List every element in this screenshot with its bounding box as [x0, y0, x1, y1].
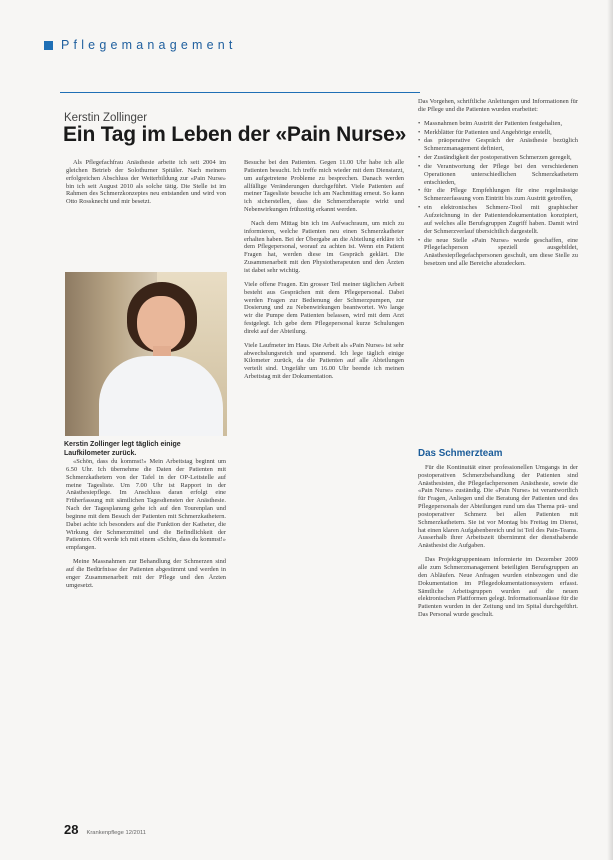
header-rule [60, 92, 420, 93]
column-2-body [244, 159, 404, 387]
column-3-list [418, 98, 578, 269]
column-3-body [418, 450, 578, 625]
paragraph: Viele Laufmeter im Haus. Die Arbeit als «Pain Nurse» ist sehr abwechslungsreich und spannend. Ich lege täglich einige Kilometer zurück, da die Patienten auf alle Abteilungen verteilt sind. Ungefähr um 16.00 Uhr beende ich meinen Arbeitstag mit der Dokumentation. [244, 341, 404, 381]
paragraph: Meine Massnahmen zur Behandlung der Schmerzen sind auf die Bedürfnisse der Patienten abgestimmt und werden in enger Zusammenarbeit mit der Pflege und den Ärzten umgesetzt. [66, 558, 226, 589]
photo-face [137, 296, 185, 352]
list-item: • ein elektronisches Schmerz-Tool mit graphischer Aufzeichnung in der Patientendokumentation konzipiert, auf welches alle Berufsgruppen Zugriff haben. Damit wird der Schmerzverlauf übersichtlich dargestellt. [418, 204, 578, 235]
column-1-intro [66, 159, 226, 212]
photo-coat [99, 356, 223, 436]
paragraph: Nach dem Mittag bin ich im Aufwachraum, um mich zu informieren, welche Patienten neu einen Schmerzkatheter erhalten haben. Bei der Übergabe an die Abteilung erkläre ich dem Pflegepersonal, worauf zu achten ist. Wenn ein Patient Fragen hat, werden diese im Gespräch geklärt. Die Zusammenarbeit mit den Physiotherapeuten und den Ärzten ist dabei sehr wichtig. [244, 219, 404, 274]
list-item: • für die Pflege Empfehlungen für eine regelmässige Schmerzerfassung vom Eintritt bis zum Austritt getroffen, [418, 187, 578, 203]
list-item: • das präoperative Gespräch der Anästhesie bezüglich Schmerzmanagement definiert, [418, 137, 578, 153]
column-1-body [66, 458, 226, 596]
list-item: • die neue Stelle «Pain Nurse» wurde geschaffen, eine Pflegefachperson speziell ausgebildet, Anästhesiepflegefachpersonen geschult, um diese Stelle zu besetzen und alle Bereiche abzudecken. [418, 237, 578, 268]
author-photo [65, 272, 227, 436]
list-item: • Merkblätter für Patienten und Angehörige erstellt, [418, 129, 578, 137]
section-subheading: Das Schmerzteam [418, 448, 503, 459]
list-item: • der Zuständigkeit der postoperativen Schmerzen geregelt, [418, 154, 578, 162]
page-footer [64, 822, 146, 837]
magazine-name: Krankenpflege 12/2011 [86, 830, 146, 836]
paragraph: Viele offene Fragen. Ein grosser Teil meiner täglichen Arbeit besteht aus Gesprächen mit dem Pflegepersonal. Dabei werden Fragen zur Bedienung der Schmerzpumpen, zur Dosierung und zu Nebenwirkungen beantwortet. Wo lange wir die Pumpe dem Patienten belassen, wird mit dem Arzt festgelegt. Ich gebe dem Pflegepersonal kurze Schulungen direkt auf der Abteilung. [244, 280, 404, 335]
section-marker-icon [44, 41, 53, 50]
section-title: Pflegemanagement [61, 38, 237, 52]
paragraph: Für die Kontinuität einer professionellen Umgangs in der postoperativen Schmerzbehandlung der Patienten sind Anästhesisten, die Pflegefachpersonen Anästhesie, sowie die «Pain Nurse» zuständig. Die «Pain Nurse» ist verantwortlich für Fragen, Anliegen und die Beratung der Patienten und des Pflegepersonals der Abteilungen rund um das Thema prä- und postoperativer Schmerz bei allen Patienten mit Schmerzkathetern. Sie ist vor Montag bis Freitag im Dienst, hat einen klaren Aufgabenbereich und ist Teil des Pain-Teams. Ausserhalb ihrer Arbeitszeit übernimmt der diensthabende Anästhesist die Aufgaben. [418, 463, 578, 550]
measures-list [418, 120, 578, 268]
section-header [44, 38, 237, 52]
paragraph: Als Pflegefachfrau Anästhesie arbeite ich seit 2004 im gleichen Betrieb der Solothurner Spitäler. Nach meinem erfolgreichen Abschluss der Weiterbildung zur «Pain Nurse» bin ich seit August 2010 als solche tätig. Die Stelle ist im Rahmen des Schmerzkonzeptes neu entstanden und wird von Otto Rossknecht und mir besetzt. [66, 159, 226, 206]
paragraph: Das Vorgehen, schriftliche Anleitungen und Informationen für die Pflege und die Patienten wurden erarbeitet: [418, 98, 578, 113]
scan-shadow [607, 0, 613, 860]
article-title: Ein Tag im Leben der «Pain Nurse» [63, 123, 407, 146]
article-author: Kerstin Zollinger [64, 112, 148, 124]
paragraph: Das Projektgruppenteam informierte im Dezember 2009 alle zum Schmerzmanagement beteiligten Berufsgruppen an den Abläufen. Neue Anfragen wurden einbezogen und die Dokumentation im Pflegedokumentationssystem erfasst. Sämtliche Arbeitsgruppen wurden auf die neuen elektronischen Plattformen gelegt. Informationsanlässe für die Patienten wurden in der Zeitung und im Spital durchgeführt. Das Personal wurde geschult. [418, 556, 578, 619]
list-item: • Massnahmen beim Austritt der Patienten festgehalten, [418, 120, 578, 128]
paragraph: Besuche bei den Patienten. Gegen 11.00 Uhr habe ich alle Patienten besucht. Ich treffe mich wieder mit dem Dienstarzt, um aufgetretene Probleme zu besprechen. Danach werden allfällige Veränderungen durchgeführt. Viele Patienten auf meiner Tagesliste besuche ich am Nachmittag erneut. So kann ich sicherstellen, dass die Schmerztherapie wirkt und Nebenwirkungen frühzeitig erkannt werden. [244, 159, 404, 214]
list-item: • die Verantwortung der Pflege bei den verschiedenen Operationen unterschiedlichen Schmerzkathetern entschieden, [418, 163, 578, 187]
photo-caption: Kerstin Zollinger legt täglich einige Laufkilometer zurück. [64, 441, 181, 457]
page-number: 28 [64, 822, 79, 837]
paragraph: «Schön, dass du kommst!» Mein Arbeitstag beginnt um 6.50 Uhr. Ich übernehme die Daten der Patienten mit Schmerzkathetern von der Tafel in der OP-Leitstelle auf meine Tagesliste. Um 7.00 Uhr ist Rapport in der Anästhesiepflege. Im Anschluss daran erfolgt eine Früherfassung mit sämtlichen Tagesdiensten der Anästhesie. Nach der Tagesplanung gehe ich auf den Tourenplan und beginne mit dem Besuch der Patienten mit Schmerzkathetern. Dabei achte ich besonders auf die Funktion der Katheter, die Wirkung der Schmerzmittel und die Befindlichkeit der Patienten. Oft werde ich mit einem «Schön, dass du kommst!» empfangen. [66, 458, 226, 552]
